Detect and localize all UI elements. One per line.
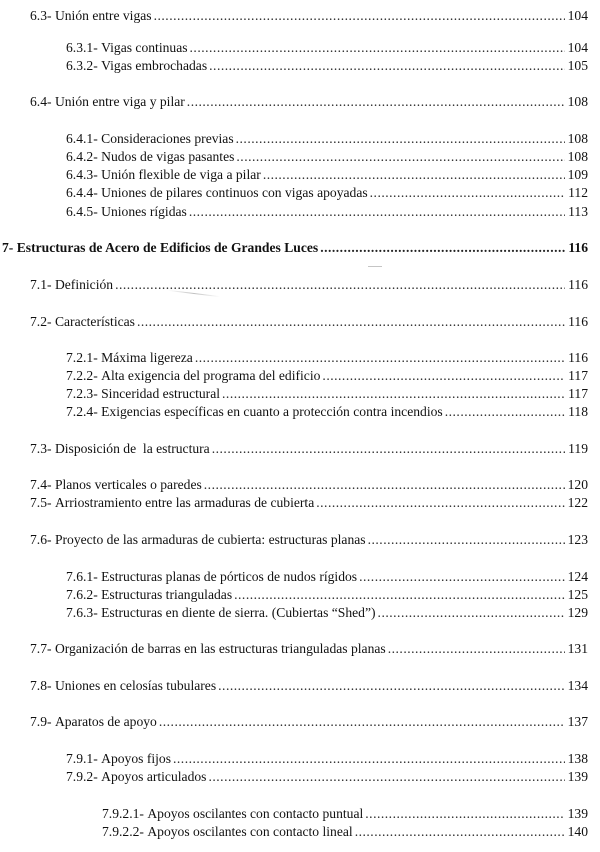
toc-title: Uniones rígidas: [101, 204, 187, 219]
toc-number: 7.6.2-: [66, 587, 98, 602]
leader-dots: [173, 750, 565, 767]
toc-number: 7.6.1-: [66, 569, 98, 584]
toc-title: Unión entre viga y pilar: [54, 94, 185, 109]
toc-title: Exigencias específicas en cuanto a protección contra incendios: [101, 404, 443, 419]
toc-title: Alta exigencia del programa del edificio: [101, 368, 321, 383]
toc-title: Planos verticales o paredes: [54, 477, 202, 492]
leader-dots: [190, 39, 565, 56]
toc-number: 7.6-: [30, 532, 52, 547]
toc-title: Organización de barras en las estructuras trianguladas planas: [54, 641, 386, 656]
toc-page-number: 129: [567, 605, 588, 620]
toc-number: 7.8-: [30, 678, 52, 693]
toc-page-number: 108: [567, 94, 588, 109]
toc-page-number: 117: [568, 386, 588, 401]
toc-page-number: 120: [567, 477, 588, 492]
toc-entry[interactable]: [30, 531, 588, 548]
toc-entry[interactable]: [66, 184, 588, 201]
leader-dots: [189, 203, 565, 220]
leader-dots: [209, 57, 564, 74]
toc-number: 7.9.2.2-: [102, 824, 144, 839]
toc-page-number: 125: [567, 587, 588, 602]
toc-page-number: 122: [567, 495, 588, 510]
toc-number: 6.4.1-: [66, 131, 98, 146]
toc-number: 6.3.2-: [66, 58, 98, 73]
toc-page-number: 108: [567, 131, 588, 146]
toc-number: 6.3.1-: [66, 40, 98, 55]
toc-entry[interactable]: [66, 768, 588, 785]
toc-page-number: 113: [568, 204, 588, 219]
toc-number: 7.7-: [30, 641, 52, 656]
toc-number: 7-: [2, 240, 14, 255]
leader-dots: [218, 677, 564, 694]
toc-page-number: 119: [568, 441, 588, 456]
pencil-mark: [368, 266, 382, 267]
leader-dots: [154, 7, 565, 24]
leader-dots: [378, 604, 565, 621]
toc-entry[interactable]: [66, 166, 588, 183]
leader-dots: [236, 148, 564, 165]
toc-title: Unión flexible de viga a pilar: [101, 167, 261, 182]
toc-page-number: 116: [568, 314, 588, 329]
toc-title: Estructuras de Acero de Edificios de Grandes Luces: [16, 240, 319, 255]
leader-dots: [204, 476, 565, 493]
toc-page-number: 124: [567, 569, 588, 584]
toc-entry[interactable]: [102, 805, 588, 822]
toc-number: 6.4.5-: [66, 204, 98, 219]
toc-number: 7.6.3-: [66, 605, 98, 620]
toc-title: Consideraciones previas: [101, 131, 234, 146]
toc-entry[interactable]: [30, 640, 588, 657]
leader-dots: [115, 276, 565, 293]
toc-number: 7.2-: [30, 314, 52, 329]
toc-number: 6.3-: [30, 8, 52, 23]
toc-title: Sinceridad estructural: [101, 386, 221, 401]
toc-title: Vigas continuas: [101, 40, 188, 55]
toc-page-number: 116: [568, 277, 588, 292]
toc-entry[interactable]: [66, 203, 588, 220]
leader-dots: [208, 768, 564, 785]
leader-dots: [322, 367, 565, 384]
toc-number: 6.4.2-: [66, 149, 98, 164]
toc-entry[interactable]: [66, 130, 588, 147]
toc-number: 7.2.2-: [66, 368, 98, 383]
toc-entry[interactable]: [30, 713, 588, 730]
toc-entry[interactable]: [66, 39, 588, 56]
toc-number: 7.4-: [30, 477, 52, 492]
leader-dots: [388, 640, 565, 657]
toc-number: 7.9.1-: [66, 751, 98, 766]
toc-title: Apoyos oscilantes con contacto lineal: [147, 824, 353, 839]
leader-dots: [370, 184, 565, 201]
toc-entry[interactable]: [30, 7, 588, 24]
leader-dots: [222, 385, 565, 402]
toc-number: 7.9.2-: [66, 769, 98, 784]
toc-entry[interactable]: [30, 494, 588, 511]
toc-title: Proyecto de las armaduras de cubierta: estructuras planas: [54, 532, 366, 547]
toc-title: Apoyos articulados: [101, 769, 207, 784]
toc-entry[interactable]: [66, 148, 588, 165]
toc-number: 7.9.2.1-: [102, 806, 144, 821]
leader-dots: [187, 93, 565, 110]
toc-title: Arriostramiento entre las armaduras de cubierta: [54, 495, 315, 510]
leader-dots: [236, 130, 565, 147]
leader-dots: [159, 713, 565, 730]
toc-number: 7.2.1-: [66, 350, 98, 365]
toc-number: 7.2.3-: [66, 386, 98, 401]
toc-number: 6.4.3-: [66, 167, 98, 182]
toc-page-number: 137: [567, 714, 588, 729]
toc-page-number: 112: [568, 185, 588, 200]
toc-entry[interactable]: [66, 568, 588, 585]
toc-entry[interactable]: [30, 440, 588, 457]
toc-title: Aparatos de apoyo: [54, 714, 157, 729]
leader-dots: [359, 568, 565, 585]
toc-page-number: 116: [568, 350, 588, 365]
toc-title: Definición: [54, 277, 114, 292]
toc-entry[interactable]: [66, 403, 588, 420]
toc-title: Apoyos oscilantes con contacto puntual: [147, 806, 364, 821]
toc-chapter-entry[interactable]: [2, 239, 588, 256]
toc-entry[interactable]: [66, 750, 588, 767]
leader-dots: [316, 494, 564, 511]
leader-dots: [263, 166, 565, 183]
toc-entry[interactable]: [66, 349, 588, 366]
toc-page-number: 138: [567, 751, 588, 766]
leader-dots: [445, 403, 565, 420]
toc-entry[interactable]: [30, 476, 588, 493]
toc-page-number: 139: [567, 806, 588, 821]
leader-dots: [137, 313, 565, 330]
leader-dots: [234, 586, 564, 603]
toc-page-number: 104: [567, 8, 588, 23]
toc-entry[interactable]: [30, 93, 588, 110]
toc-entry[interactable]: [66, 586, 588, 603]
leader-dots: [195, 349, 565, 366]
toc-number: 7.3-: [30, 441, 52, 456]
toc-page-number: 131: [567, 641, 588, 656]
toc-title: Vigas embrochadas: [101, 58, 208, 73]
toc-title: Máxima ligereza: [101, 350, 193, 365]
toc-title: Apoyos fijos: [101, 751, 171, 766]
toc-page-number: 105: [567, 58, 588, 73]
toc-entry[interactable]: [30, 276, 588, 293]
toc-page-number: 123: [567, 532, 588, 547]
toc-page-number: 109: [567, 167, 588, 182]
toc-number: 6.4.4-: [66, 185, 98, 200]
toc-title: Estructuras en diente de sierra. (Cubiertas “Shed”): [101, 605, 376, 620]
leader-dots: [355, 823, 565, 840]
toc-entry[interactable]: [66, 367, 588, 384]
toc-entry[interactable]: [30, 313, 588, 330]
toc-title: Uniones en celosías tubulares: [54, 678, 217, 693]
toc-title: Características: [54, 314, 135, 329]
toc-number: 7.5-: [30, 495, 52, 510]
toc-page-number: 117: [568, 368, 588, 383]
toc-title: Estructuras trianguladas: [101, 587, 233, 602]
leader-dots: [365, 805, 564, 822]
toc-title: Unión entre vigas: [54, 8, 152, 23]
toc-entry[interactable]: [66, 604, 588, 621]
toc-number: 7.9-: [30, 714, 52, 729]
toc-page-number: 118: [568, 404, 588, 419]
toc-entry[interactable]: [66, 57, 588, 74]
toc-number: 6.4-: [30, 94, 52, 109]
toc-page-number: 108: [567, 149, 588, 164]
toc-entry[interactable]: [66, 385, 588, 402]
toc-page-number: 134: [567, 678, 588, 693]
toc-number: 7.1-: [30, 277, 52, 292]
toc-title: Uniones de pilares continuos con vigas apoyadas: [101, 185, 368, 200]
toc-title: Estructuras planas de pórticos de nudos rígidos: [101, 569, 358, 584]
toc-number: 7.2.4-: [66, 404, 98, 419]
toc-page-number: 140: [567, 824, 588, 839]
toc-page-number: 139: [567, 769, 588, 784]
toc-page-number: 116: [568, 240, 588, 255]
leader-dots: [320, 239, 565, 256]
toc-entry[interactable]: [102, 823, 588, 840]
leader-dots: [212, 440, 565, 457]
toc-page-number: 104: [567, 40, 588, 55]
leader-dots: [368, 531, 565, 548]
toc-entry[interactable]: [30, 677, 588, 694]
toc-title: Disposición de la estructura: [54, 441, 210, 456]
toc-title: Nudos de vigas pasantes: [101, 149, 235, 164]
